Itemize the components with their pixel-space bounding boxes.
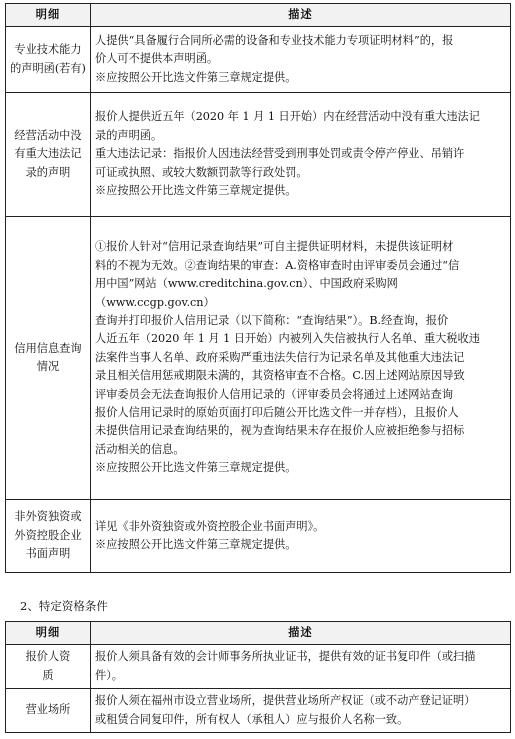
row-name-line: 专业技术能力 [14,43,82,57]
row-name-line: 外资控股企业 [14,528,82,542]
header-description: 描述 [91,622,511,645]
row-name-line: 信用信息查询 [14,341,82,355]
desc-line: 人提供“具备履行合同所必需的设备和专业技术能力专项证明材料”的，报 [95,33,454,47]
desc-line: 录的声明函。 [95,128,163,142]
header-detail: 明细 [6,622,91,645]
desc-line: ※应按照公开比选文件第三章规定提供。 [95,538,297,551]
header-description: 描述 [91,4,511,27]
desc-line: 或租赁合同复印件，所有权人（承租人）应与报价人名称一致。 [95,712,409,726]
desc-line: ※应按照公开比选文件第三章规定提供。 [95,184,297,198]
row-name [6,217,91,500]
row-description [91,27,511,93]
row-description [91,217,511,500]
desc-line: 活动相关的信息。 [95,442,185,456]
desc-line: 评审委员会无法查询报价人信用记录的（评审委员会将通过上述网站查询 [95,387,454,401]
table-row [6,217,511,500]
row-name-line: 经营活动中没 [14,128,82,142]
row-name-line: 有重大违法记 [14,147,82,161]
desc-line: 重大违法记录：指报价人因违法经营受到刑事处罚或责令停产停业、吊销许 [95,147,465,161]
desc-line: 件）。 [95,668,123,682]
desc-line: ※应按照公开比选文件第三章规定提供。 [95,70,297,84]
row-name-line: 质 [42,668,54,682]
table-row [6,500,511,573]
row-name [6,27,91,93]
desc-line: 查询并打印报价人信用记录（以下简称：“查询结果”）。B.经查询，报价 [95,313,449,327]
table-row [6,689,511,733]
desc-line: 可证或执照、或较大数额罚款等行政处罚。 [95,165,308,179]
row-name-line: 书面声明 [25,547,71,561]
row-name-line: 录的声明 [25,165,71,179]
table-row [6,93,511,217]
desc-line: 用中国”网站（www.creditchina.gov.cn）、中国政府采购网（www.ccgp.gov.cn） [95,277,398,309]
desc-line: 报价人须具备有效的会计师事务所执业证书，提供有效的证书复印件（或扫描 [95,650,476,664]
specific-qualification-table [5,621,511,733]
desc-line: 报价人信用记录时的原始页面打印后随公开比选文件一并存档），且报价人 [95,406,459,420]
row-description [91,93,511,217]
desc-line: 法案件当事人名单、政府采购严重违法失信行为记录名单及其他重大违法记 [95,350,465,364]
header-detail: 明细 [6,4,91,27]
table-row [6,645,511,689]
desc-line: 报价人提供近五年（2020 年 1 月 1 日开始）内在经营活动中没有重大违法记 [95,110,480,124]
desc-line: 录且相关信用惩戒期限未满的，其资格审查不合格。C.因上述网站原因导致 [95,369,465,383]
desc-line: 料的不视为无效。②查询结果的审查：A.资格审查时由评审委员会通过“信 [95,258,460,272]
section-title: 2、特定资格条件 [20,599,108,613]
row-description [91,645,511,689]
desc-line: 人近五年（2020 年 1 月 1 日开始）内被列入失信被执行人名单、重大税收违 [95,332,480,346]
row-name-line: 营业场所 [25,703,71,717]
row-description [91,689,511,733]
desc-line: 未提供信用记录查询结果的，视为查询结果未存在报价人应被拒绝参与招标 [95,424,465,438]
desc-line: ※应按照公开比选文件第三章规定提供。 [95,461,297,475]
qualification-table [5,3,511,573]
desc-line: 详见《非外资独资或外资控股企业书面声明》。 [95,519,325,533]
desc-line: 价人可不提供本声明函。 [95,52,219,66]
desc-line: ①报价人针对“信用记录查询结果”可自主提供证明材料，未提供该证明材 [95,240,454,254]
table-header-row [6,622,511,645]
row-name [6,93,91,217]
row-name [6,645,91,689]
table-header-row [6,4,511,27]
row-description [91,500,511,573]
desc-line: 报价人须在福州市设立营业场所，提供营业场所产权证（或不动产登记证明） [95,694,476,708]
table-row [6,27,511,93]
row-name [6,689,91,733]
row-name-line: 的声明函(若有) [10,61,86,75]
row-name-line: 情况 [36,360,60,373]
row-name [6,500,91,573]
row-name-line: 报价人资 [25,650,71,664]
row-name-line: 非外资独资或 [14,510,82,524]
